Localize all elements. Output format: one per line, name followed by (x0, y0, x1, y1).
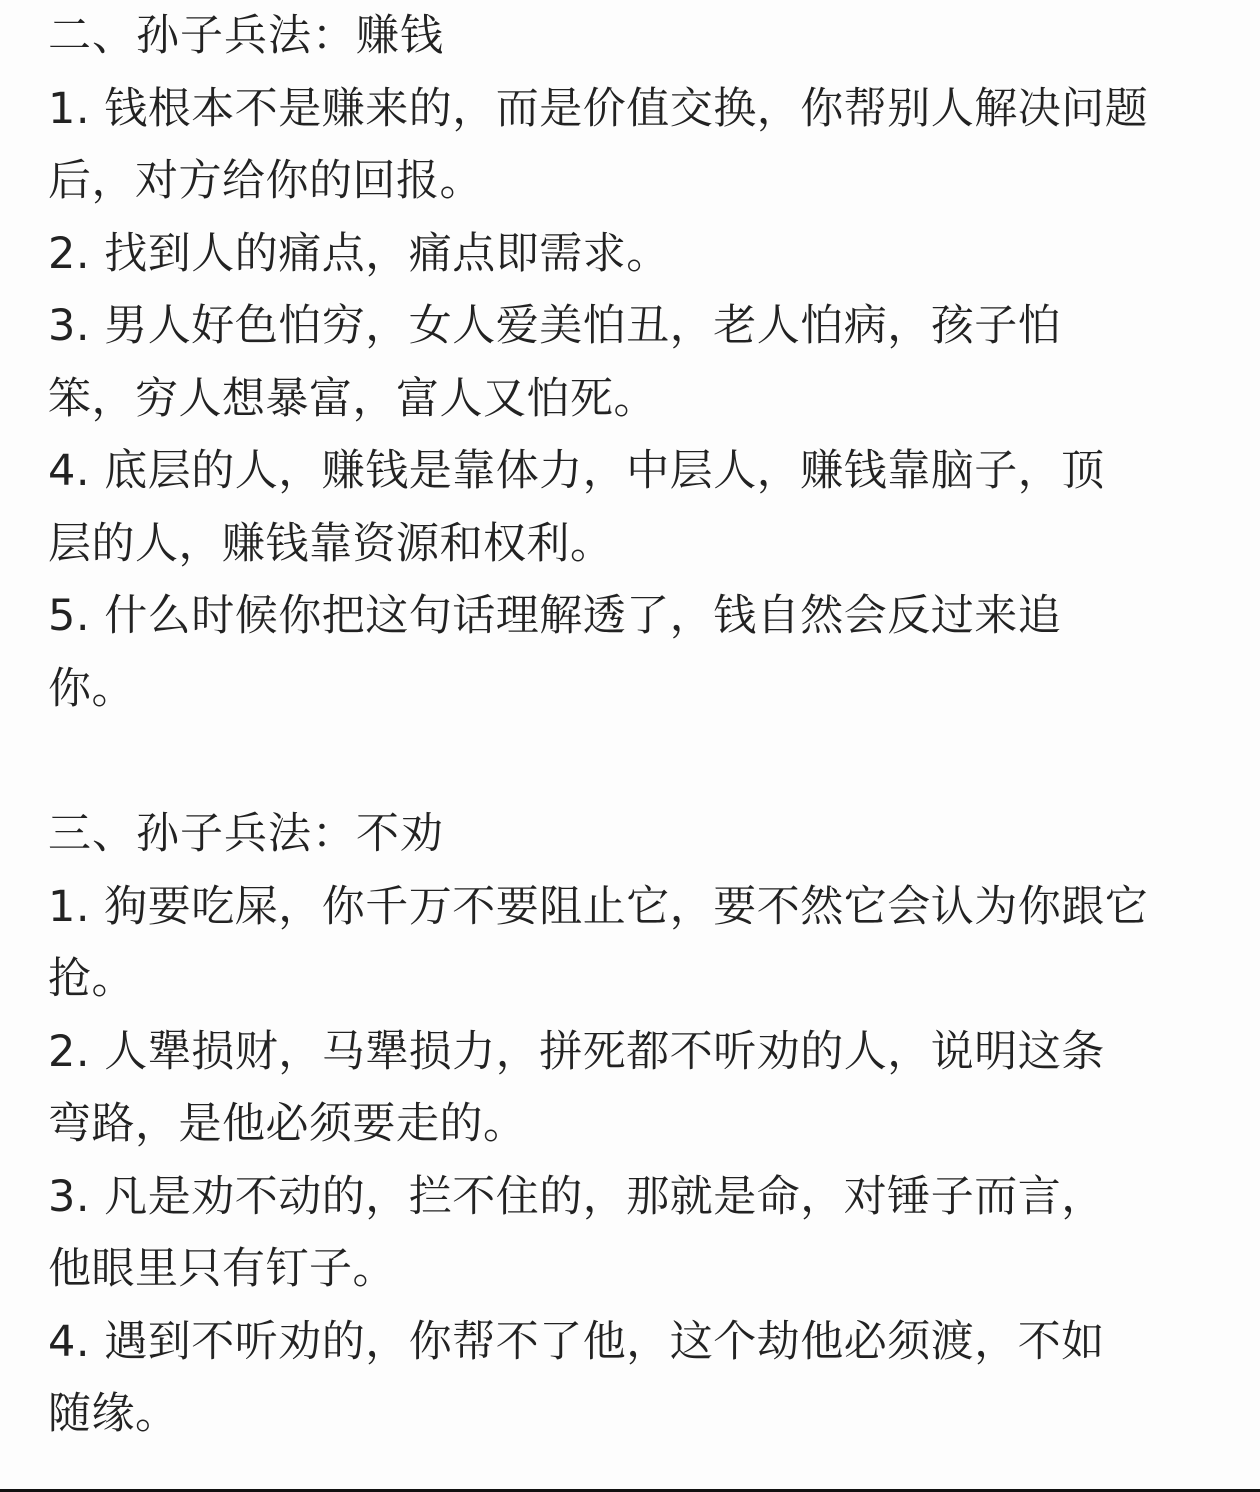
item-line: 抢。 (48, 954, 135, 1004)
item-line: 3. 男人好色怕穷，女人爱美怕丑，老人怕病，孩子怕 (48, 301, 1062, 351)
list-item (48, 1016, 1238, 1161)
item-line: 层的人，赚钱靠资源和权利。 (48, 518, 614, 569)
item-line: 4. 底层的人，赚钱是靠体力，中层人，赚钱靠脑子，顶 (48, 446, 1105, 496)
list-item (48, 290, 1238, 435)
item-line: 2. 找到人的痛点，痛点即需求。 (48, 228, 670, 279)
heading-text: 三、孙子兵法：不劝 (48, 809, 444, 859)
heading-text: 二、孙子兵法：赚钱 (48, 11, 444, 61)
list-item (48, 1161, 1238, 1306)
section-two-heading (48, 0, 1238, 73)
item-line: 他眼里只有钉子。 (48, 1244, 396, 1294)
item-line: 3. 凡是劝不动的，拦不住的，那就是命，对锤子而言， (48, 1171, 1105, 1222)
list-item (48, 73, 1238, 218)
article-body (48, 0, 1238, 1451)
item-line: 弯路，是他必须要走的。 (48, 1099, 527, 1149)
list-item (48, 871, 1238, 1016)
list-item (48, 218, 1238, 291)
section-spacer (48, 725, 1238, 798)
item-line: 你。 (48, 663, 135, 714)
section-two (48, 0, 1238, 725)
list-item (48, 580, 1238, 725)
item-line: 4. 遇到不听劝的，你帮不了他，这个劫他必须渡，不如 (48, 1316, 1105, 1367)
item-line: 2. 人犟损财，马犟损力，拼死都不听劝的人，说明这条 (48, 1026, 1105, 1077)
section-three-heading (48, 798, 1238, 871)
item-line: 笨，穷人想暴富，富人又怕死。 (48, 373, 657, 424)
list-item (48, 1306, 1238, 1451)
list-item (48, 435, 1238, 580)
item-line: 1. 狗要吃屎，你千万不要阻止它，要不然它会认为你跟它 (48, 881, 1149, 932)
section-three (48, 798, 1238, 1451)
item-line: 后，对方给你的回报。 (48, 156, 483, 206)
item-line: 1. 钱根本不是赚来的，而是价值交换，你帮别人解决问题 (48, 83, 1149, 134)
item-line: 5. 什么时候你把这句话理解透了，钱自然会反过来追 (48, 591, 1062, 641)
item-line: 随缘。 (48, 1389, 179, 1439)
